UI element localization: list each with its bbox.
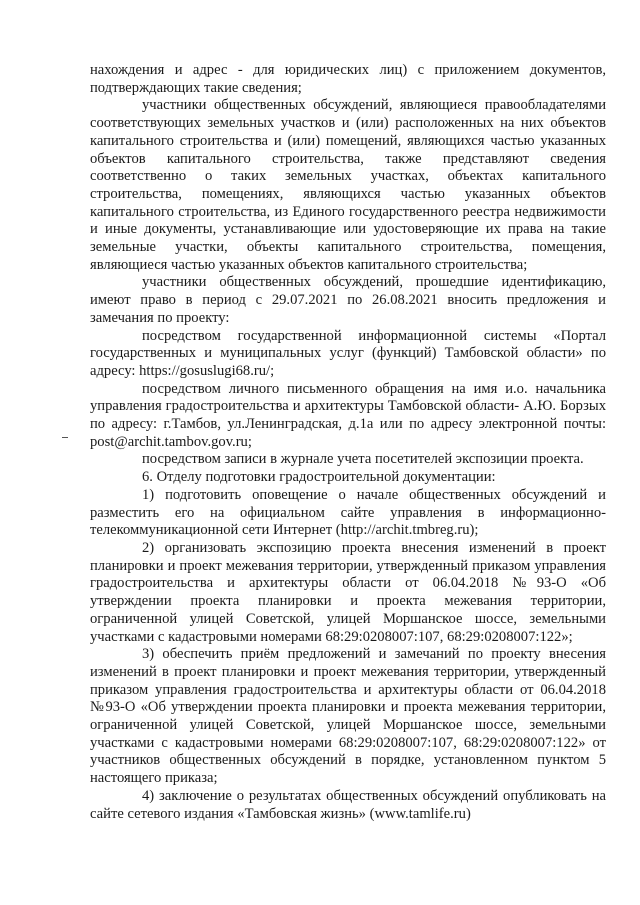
item-3-accept-proposals: 3) обеспечить приём предложений и замечаний по проекту внесения изменений в проект планировки и проект межевания территории, утвержденный приказом управления градостроительства и архитектуры области от 06.04.2018 №93-О «Об утверждении проекта планировки и проекта межевания территории, ограниченной улицей Советской, улицей Моршанское шоссе, земельными участками с кадастровыми номерами 68:29:0208007:107, 68:29:0208007:122» от участников общественных обсуждений в порядке, установленном пунктом 5 настоящего приказа;	[90, 646, 606, 787]
document-page	[90, 62, 606, 823]
item-2-exposition: 2) организовать экспозицию проекта внесения изменений в проект планировки и проект межевания территории, утвержденный приказом управления градостроительства и архитектуры области от 06.04.2018 №93-О «Об утверждении проекта планировки и проекта межевания территории, ограниченной улицей Советской, улицей Моршанское шоссе, земельными участками с кадастровыми номерами 68:29:0208007:107, 68:29:0208007:122»;	[90, 539, 606, 645]
paragraph-submission-period: участники общественных обсуждений, прошедшие идентификацию, имеют право в период с 29.07.2021 по 26.08.2021 вносить предложения и замечания по проекту:	[90, 274, 606, 326]
paragraph-rights-holders: участники общественных обсуждений, являющиеся правообладателями соответствующих земельных участков и (или) расположенных на них объектов капитального строительства и (или) помещений, являющихся частью указанных объектов капитального строительства, также представляют сведения соответственно о таких земельных участках, объектах капитального строительства, помещениях, являющихся частью указанных объектов капитального строительства, из Единого государственного реестра недвижимости и иные документы, устанавливающие или удостоверяющие их права на такие земельные участки, объекты капитального строительства, помещения, являющиеся частью указанных объектов капитального строительства;	[90, 97, 606, 273]
paragraph-written-appeal: посредством личного письменного обращения на имя и.о. начальника управления градостроительства и архитектуры Тамбовской области- А.Ю. Борзых по адресу: г.Тамбов, ул.Ленинградская, д.1а или по адресу электронной почты: post@archit.tambov.gov.ru;	[90, 380, 606, 450]
paragraph-visitor-journal: посредством записи в журнале учета посетителей экспозиции проекта.	[142, 451, 584, 468]
scan-mark	[62, 437, 68, 438]
item-4-publish-conclusion: 4) заключение о результатах общественных обсуждений опубликовать на сайте сетевого издания «Тамбовская жизнь» (www.tamlife.ru)	[90, 787, 606, 822]
section-6-heading: 6. Отделу подготовки градостроительной документации:	[142, 469, 496, 486]
paragraph-legal-entity-address: нахождения и адрес - для юридических лиц) с приложением документов, подтверждающих такие сведения;	[90, 62, 606, 96]
item-1-notification: 1) подготовить оповещение о начале общественных обсуждений и разместить его на официальном сайте управления в информационно-телекоммуникационной сети Интернет (http://archit.tmbreg.ru);	[90, 486, 606, 539]
paragraph-gosuslugi-portal: посредством государственной информационной системы «Портал государственных и муниципальных услуг (функций) Тамбовской области» по адресу: https://gosuslugi68.ru/;	[90, 327, 606, 379]
